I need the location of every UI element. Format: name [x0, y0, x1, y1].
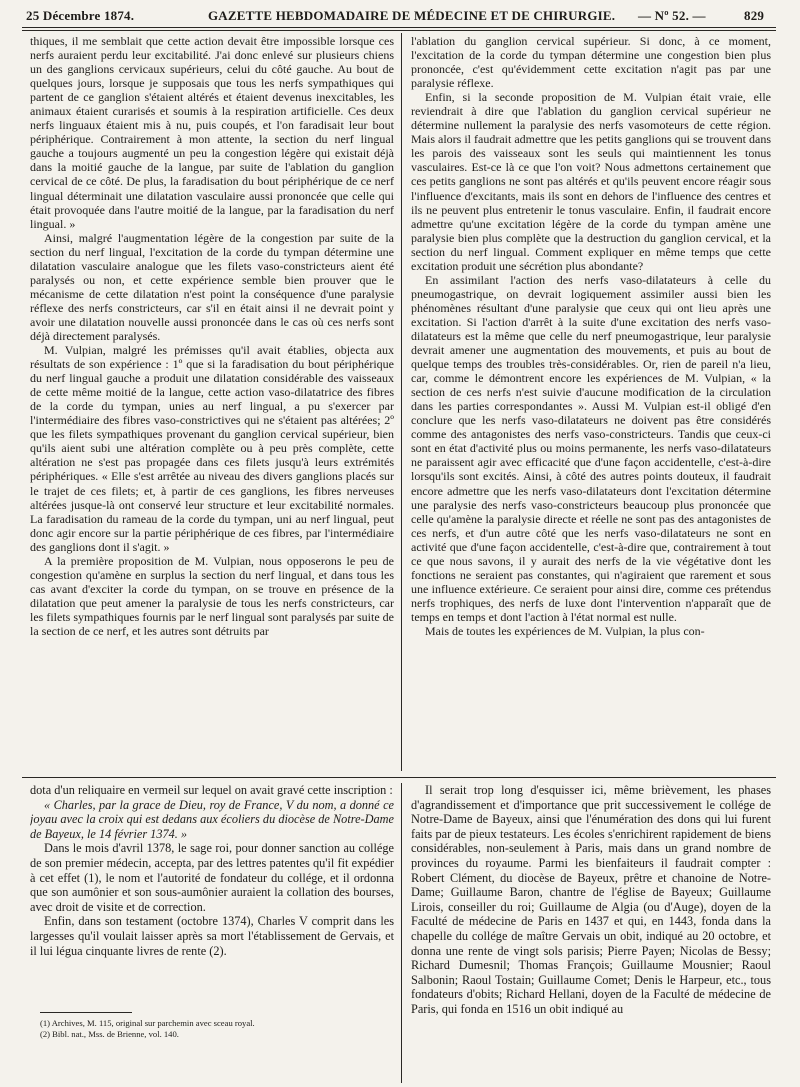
- page-header: [22, 6, 774, 32]
- paragraph: Dans le mois d'avril 1378, le sage roi, pour donner sanction au collége de son premier médecin, accepta, par des lettres patentes qu'il fit expédier à cet effet (1), le nom et l'autorité de fondateur du collége, et il ordonna que son aumônier et son sous-aumônier auraient la collation des bourses, avec droit de visite et de correction.: [30, 841, 394, 914]
- article-column-left: [30, 34, 394, 774]
- journal-title: GAZETTE HEBDOMADAIRE DE MÉDECINE ET DE CHIRURGIE.: [208, 8, 616, 23]
- inscription-quote: « Charles, par la grace de Dieu, roy de France, V du nom, a donné ce joyau avec la croix qui est dedans aux écoliers du diocèse de Notre-Dame de Bayeux, le 14 février 1374. »: [30, 797, 394, 841]
- paragraph: Il serait trop long d'esquisser ici, même brièvement, les phases d'agrandissement et d'importance que prit successivement le collége de Notre-Dame de Bayeux, ainsi que l'énumération des dons qui lui furent faits par de pieux testateurs. Les écoles s'enrichirent rapidement de biens considérables, non-seulement à Paris, mais dans un grand nombre de provinces du royaume. Parmi les bienfaiteurs il faudrait compter : Robert Clément, du diocèse de Bayeux, prêtre et chanoine de Notre-Dame; Guillaume Baron, chantre de l'église de Bayeux; Guillaume Lirois, conseiller du roi; Guillaume de Algia (ou d'Auge), doyen de la Faculté de médecine de Paris en 1437 et qui, en 1443, fonda dans la chapelle du collége de maître Gervais un obit, indiqué au 20 octobre, et donna une rente de vingt sols parisis; Pierre Payen; Nicolas de Bessy; Richard Dumesnil; Thomas François; Guillaume Mousnier; Raoul Salbonin; Raoul Tostain; Guillaume Comet; Denis le Harpeur, etc., tous fondateurs d'obits; Richard Hellani, doyen de la Faculté de médecine de Paris, qui fonda en 1516 un obit indiqué au: [411, 783, 771, 1016]
- paragraph: Mais de toutes les expériences de M. Vulpian, la plus con-: [425, 623, 705, 638]
- column-divider-top: [401, 33, 402, 771]
- feuilleton-column-right: [411, 783, 771, 1083]
- paragraph: Enfin, si la seconde proposition de M. Vulpian était vraie, elle reviendrait à dire que l'ablation du ganglion cervical supérieur ne détermine nullement la paralysie des nerfs vasomoteurs de cette région. Mais alors il faudrait admettre que les petits ganglions qui se trouvent dans les parois des vaisseaux sont les seuls qui maintiennent les tonus vasculaires. Est-ce là ce que l'on voit? Nous admettons certainement que ces petits ganglions ne sont pas altérés et qu'ils peuvent encore réagir sous l'influence d'excitants, mais ils sont en dehors de l'influence des centres et ils ne peuvent plus entretenir le tonus vasculaire. Enfin, il faudrait encore admettre qu'une excitation légère de la corde du tympan amène une paralysie bien plus complète que la destruction du ganglion cervical, et la section du nerf lingual. Comment expliquer en même temps que cette excitation produit une sécrétion plus abondante?: [411, 90, 771, 273]
- page-number: 829: [744, 8, 765, 23]
- column-divider-bottom: [401, 783, 402, 1083]
- header-rule-double: [22, 30, 776, 31]
- paragraph: Ainsi, malgré l'augmentation légère de la congestion par suite de la section du nerf lingual, l'excitation de la corde du tympan détermine une dilatation vasculaire analogue que les filets vaso-constricteurs aient été paralysés ou non, et cette expérience semble bien prouver que le mécanisme de cette dilatation n'est point la conséquence d'une paralysie réflexe des nerfs constricteurs, car s'il en était ainsi il ne devrait point y avoir une dilatation nouvelle aussi prononcée dans le cas où ces nerfs sont déjà directement paralysés.: [30, 230, 394, 343]
- footnote: (2) Bibl. nat., Mss. de Brienne, vol. 140.: [40, 1029, 179, 1039]
- section-divider: [22, 777, 776, 778]
- paragraph: Enfin, dans son testament (octobre 1374), Charles V comprit dans les largesses qu'il voulait laisser après sa mort l'établissement de Gervais, et il lui légua cinquante livres de rente (2).: [30, 914, 394, 958]
- paragraph: A la première proposition de M. Vulpian, nous opposerons le peu de congestion qu'amène en surplus la section du nerf lingual, et dans tous les cas avant d'exciter la corde du tympan, on se trouve en présence de la dilatation que peut amener la paralysie de tous les nerfs constricteurs, car les filets sympathiques fournis par le nerf lingual sont paralysés par suite de la section de ce nerf, et les autres sont détruits par: [30, 553, 394, 638]
- issue-number: — Nº 52. —: [638, 8, 706, 23]
- header-rule: [22, 27, 776, 28]
- article-column-right: [411, 34, 771, 774]
- paragraph: thiques, il me semblait que cette action devait être impossible lorsque ces nerfs auraient perdu leur excitabilité. J'ai donc enlevé sur plusieurs chiens un des ganglions cervicaux supérieurs, celui du côté gauche. Au bout de quelques jours, lorsque je supposais que tous les nerfs sympathiques qui partent de ce ganglion s'étaient altérés et étaient devenus inexcitables, les animaux étaient curarisés et soumis à la respiration artificielle. Ces deux nerfs linguaux étaient mis à nu, puis coupés, et l'on faradisait leur bout périphérique. Contrairement à mon attente, la section du nerf lingual gauche a toujours augmenté un peu la congestion légère qui existait déjà dans la moitié gauche de la langue, par suite de l'ablation du ganglion cervical de ce côté. De plus, la faradisation du bout périphérique de ce nerf lingual déterminait une dilatation vasculaire aussi prononcée que celle qui était provoquée dans l'autre moitié de la langue, par la faradisation du nerf lingual. »: [30, 34, 394, 231]
- paragraph: M. Vulpian, malgré les prémisses qu'il avait établies, objecta aux résultats de son expérience : 1º que si la faradisation du bout périphérique du nerf lingual gauche a produit une dilatation considérable des vaisseaux de cette même moitié de la langue, cette action vaso-dilatatrice des fibres de la corde du tympan, unies au nerf lingual, a pu s'exercer par l'intermédiaire des fibres vaso-constrictives qui ne s'étaient pas altérées; 2º que les filets sympathiques provenant du ganglion cervical supérieur, bien qu'ils aient subi une altération complète ou à peu près complète, cette altération ne s'est pas propagée dans ces filets jusqu'à leurs extrémités périphériques. « Elle s'est arrêtée au niveau des divers ganglions placés sur le trajet de ces filets; et, à partir de ces ganglions, les fibres nerveuses altérées jusque-là ont conservé leur structure et leur excitabilité normales. La faradisation du rameau de la corde du tympan, uni au nerf lingual, peut donc agir encore sur la partie périphérique de ces fibres, par l'intermédiaire des ganglions dont il s'agit. »: [30, 343, 394, 554]
- paragraph: dota d'un reliquaire en vermeil sur lequel on avait gravé cette inscription :: [30, 783, 393, 797]
- footnote: (1) Archives, M. 115, original sur parchemin avec sceau royal.: [40, 1018, 255, 1028]
- paragraph: En assimilant l'action des nerfs vaso-dilatateurs à celle du pneumogastrique, on devrait logiquement assimiler aussi bien les phénomènes résultant d'une paralysie que ceux qui ont lieu après une excitation. Si l'action d'arrêt à la suite d'une excitation des nerfs vaso-dilatateurs est la même que celle du nerf pneumogastrique, leur paralysie devrait amener une augmentation des mouvements, et puis au bout de quelque temps des troubles très-considérables. Or, rien de pareil n'a lieu, car, comme le démontrent encore les expériences de M. Vulpian, « la section de ces nerfs n'est suivie d'aucune modification de la circulation dans les parties correspondantes ». Aussi M. Vulpian est-il obligé d'en conclure que les nerfs vaso-dilatateurs ne doivent pas être considérés comme des antagonistes des nerfs vaso-constricteurs. Tandis que ceux-ci sont en état d'activité plus ou moins permanente, les nerfs vaso-dilatateurs ne paraissent agir avec efficacité que d'une façon accidentelle, c'est-à-dire lorsqu'ils sont excités. Ainsi, à côté des autres points douteux, il faudrait encore admettre que les nerfs vaso-dilatateurs dont l'excitation détermine une paralysie des nerfs vaso-constricteurs beaucoup plus prononcée que celle qu'amène la paralysie directe et réelle ne sont pas des antagonistes de ces nerfs, et d'un autre côté que les nerfs vaso-dilatateurs ne sont en activité que d'une façon accidentelle, c'est-à-dire que, contrairement à tout ce que nous savons, il y aurait des nerfs de la vie végétative dont les fonctions ne seraient pas constantes, qui n'agiraient que rarement et sous une influence extérieure. Ce seraient pour ainsi dire, comme ces prétendus nerfs trophiques, des nerfs de luxe dont l'intervention n'apparaît que de temps en temps et dont l'action à l'état normal est nulle.: [411, 272, 771, 624]
- footnotes: [40, 1018, 390, 1040]
- footnote-rule: [40, 1012, 132, 1013]
- paragraph: l'ablation du ganglion cervical supérieur. Si donc, à ce moment, l'excitation de la corde du tympan détermine une congestion bien plus prononcée, c'est qu'évidemment cette excitation n'agit pas par une paralysie réflexe.: [411, 34, 771, 91]
- issue-date: 25 Décembre 1874.: [26, 8, 135, 23]
